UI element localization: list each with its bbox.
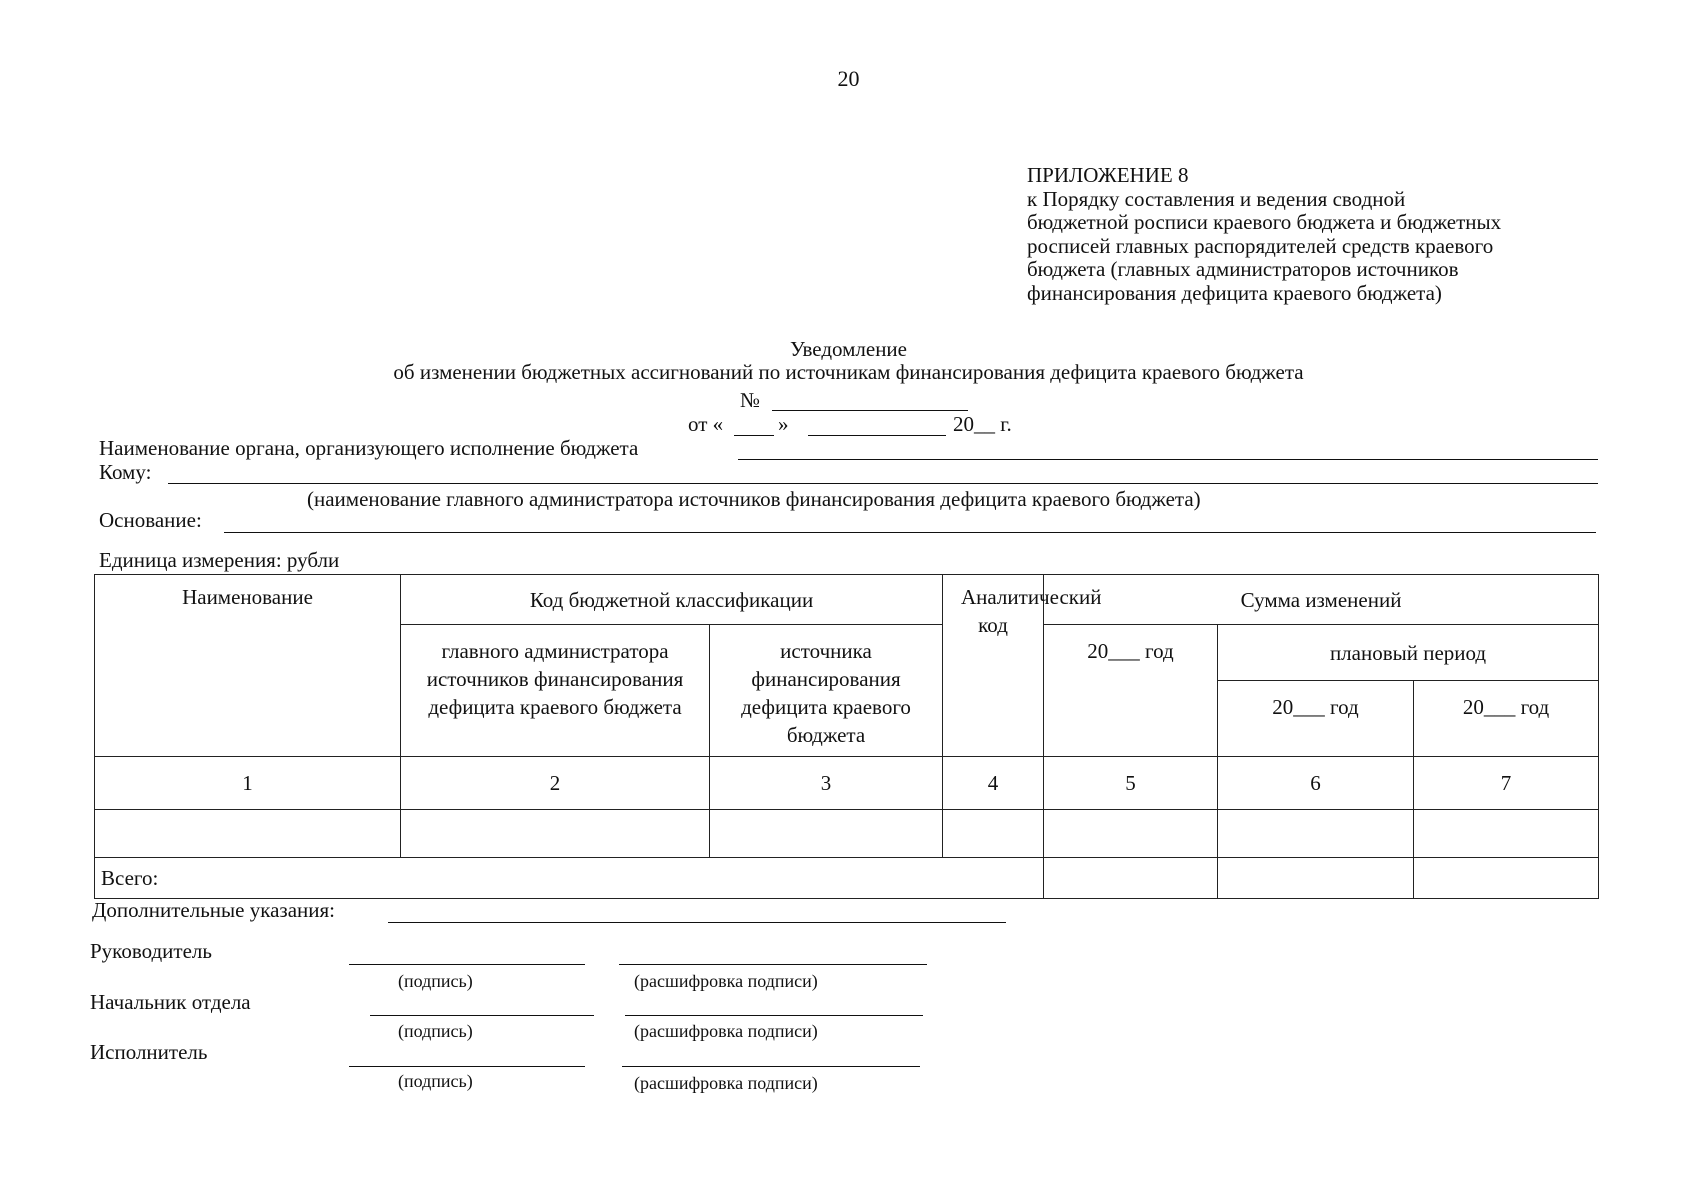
signature-name-field[interactable] (625, 1015, 923, 1016)
signature-field[interactable] (370, 1015, 594, 1016)
header-sum-group: Сумма изменений (1044, 575, 1599, 625)
header-year-plan-2: 20___ год (1414, 681, 1599, 757)
signature-name-field[interactable] (622, 1066, 920, 1067)
header-code-group: Код бюджетной классификации (401, 575, 943, 625)
column-number: 6 (1218, 757, 1414, 810)
additional-label: Дополнительные указания: (92, 898, 336, 922)
header-code-admin: главного администратора источников финансирования дефицита краевого бюджета (401, 625, 710, 757)
signature-name-caption: (расшифровка подписи) (634, 971, 818, 991)
signature-caption: (подпись) (398, 1071, 473, 1091)
notice-subtitle: об изменении бюджетных ассигнований по источникам финансирования дефицита краевого бюджета (393, 360, 1304, 384)
column-number: 3 (710, 757, 943, 810)
column-number: 7 (1414, 757, 1599, 810)
header-year-plan-1: 20___ год (1218, 681, 1414, 757)
column-number-row (95, 757, 1599, 810)
basis-label: Основание: (99, 508, 202, 532)
cell-year-plan-2[interactable] (1414, 810, 1599, 858)
date-prefix: от « (688, 412, 724, 436)
appendix-line: финансирования дефицита краевого бюджета) (1027, 280, 1442, 305)
header-code-source: источника финансирования дефицита краевого бюджета (710, 625, 943, 757)
signature-role: Исполнитель (90, 1040, 208, 1064)
unit-label: Единица измерения: рубли (99, 548, 340, 572)
basis-field[interactable] (224, 532, 1596, 533)
cell-name[interactable] (95, 810, 401, 858)
total-year-current[interactable] (1044, 858, 1218, 899)
column-number: 4 (943, 757, 1044, 810)
total-label: Всего: (95, 858, 1044, 899)
appendix-line: бюджета (главных администраторов источников (1027, 257, 1459, 281)
header-analytic-code: Аналитический код (943, 575, 1044, 757)
total-year-plan-1[interactable] (1218, 858, 1414, 899)
page-number: 20 (837, 66, 860, 91)
org-field[interactable] (738, 459, 1598, 460)
signature-name-field[interactable] (619, 964, 927, 965)
column-number: 5 (1044, 757, 1218, 810)
table-row (95, 810, 1599, 858)
to-caption: (наименование главного администратора источников финансирования дефицита краевого бюджета) (307, 487, 1201, 511)
signature-caption: (подпись) (398, 1021, 473, 1041)
cell-code-admin[interactable] (401, 810, 710, 858)
date-middle: » (778, 412, 789, 436)
column-number: 1 (95, 757, 401, 810)
appendix-title: ПРИЛОЖЕНИЕ 8 (1027, 163, 1189, 187)
signature-role: Начальник отдела (90, 990, 251, 1014)
signature-field[interactable] (349, 964, 585, 965)
header-planning-period: плановый период (1218, 625, 1599, 681)
notice-title: Уведомление (789, 337, 907, 361)
cell-year-current[interactable] (1044, 810, 1218, 858)
header-year-current: 20___ год (1044, 625, 1218, 757)
number-label: № (740, 388, 761, 412)
appendix-line: бюджетной росписи краевого бюджета и бюджетных (1027, 210, 1502, 234)
number-field[interactable] (772, 410, 968, 411)
appendix-line: к Порядку составления и ведения сводной (1027, 186, 1406, 211)
date-year: 20__ г. (953, 412, 1012, 436)
to-field[interactable] (168, 483, 1598, 484)
cell-year-plan-1[interactable] (1218, 810, 1414, 858)
budget-table (94, 574, 1599, 899)
cell-analytic-code[interactable] (943, 810, 1044, 858)
notice-title-block (0, 338, 1697, 384)
signature-name-caption: (расшифровка подписи) (634, 1073, 818, 1093)
total-year-plan-2[interactable] (1414, 858, 1599, 899)
total-row (95, 858, 1599, 899)
signature-caption: (подпись) (398, 971, 473, 991)
signature-field[interactable] (349, 1066, 585, 1067)
appendix-line: росписей главных распорядителей средств краевого (1027, 233, 1494, 258)
to-label: Кому: (99, 460, 152, 484)
cell-code-source[interactable] (710, 810, 943, 858)
org-label: Наименование органа, организующего исполнение бюджета (99, 436, 639, 460)
column-number: 2 (401, 757, 710, 810)
date-day-field[interactable] (734, 435, 774, 436)
signature-name-caption: (расшифровка подписи) (634, 1021, 818, 1041)
appendix-block (1027, 164, 1627, 305)
additional-field[interactable] (388, 922, 1006, 923)
date-month-field[interactable] (808, 435, 946, 436)
signature-role: Руководитель (90, 939, 212, 963)
header-name: Наименование (95, 575, 401, 757)
